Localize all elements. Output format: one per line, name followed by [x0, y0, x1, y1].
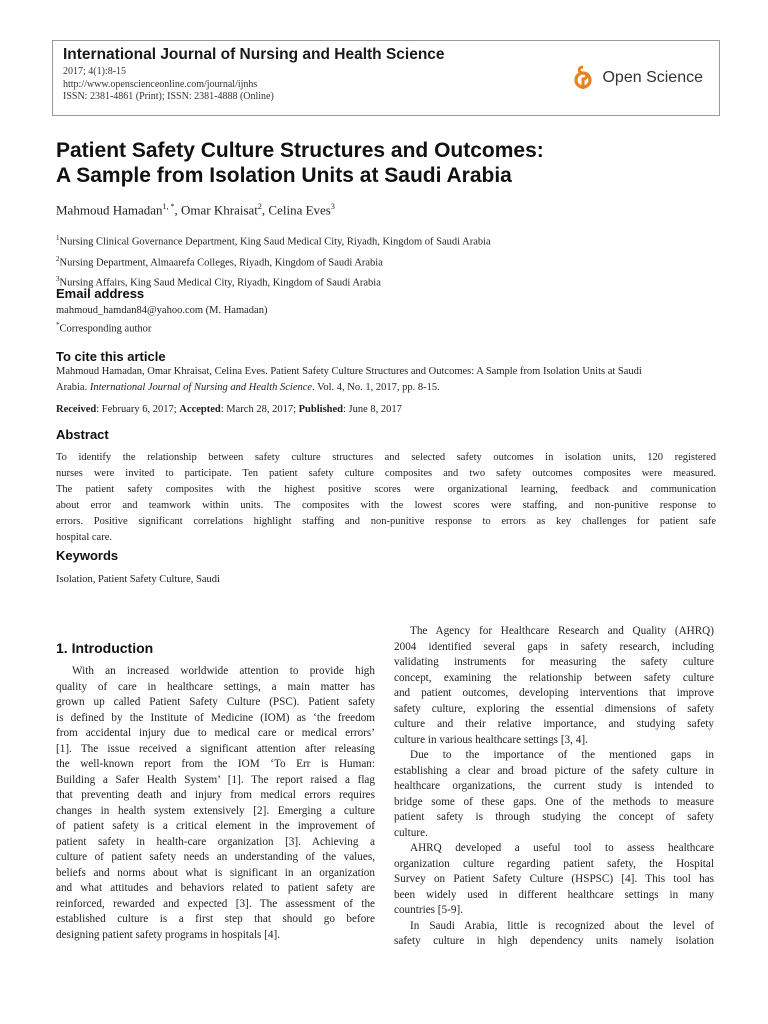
abstract-body	[56, 450, 716, 546]
journal-title: International Journal of Nursing and Health Science	[63, 46, 445, 63]
abstract-line: hospital care.	[56, 532, 112, 543]
author-name: Mahmoud Hamadan	[56, 202, 163, 218]
paragraph-line: quality of care in healthcare settings, a main matter has	[56, 680, 375, 693]
citation-line-2: Arabia. International Journal of Nursing and Health Science. Vol. 4, No. 1, 2017, pp. 8-15.	[56, 381, 440, 393]
publication-dates: Received: February 6, 2017; Accepted: March 28, 2017; Published: June 8, 2017	[56, 404, 402, 415]
paragraph-line: and what attitudes and behaviors related to patient safety are	[56, 882, 375, 894]
paragraph-line: reinforced, rewarded and expected [3]. The assessment of the	[56, 897, 375, 910]
abstract-line: The patient safety composites with the highest positive scores were organizational learning, feedback and communication	[56, 484, 716, 495]
paragraph-line: been widely used in different healthcare settings in many	[394, 888, 714, 901]
paragraph-line: culture in various healthcare settings [3, 4].	[394, 733, 588, 746]
journal-volume: 2017; 4(1):8-15	[63, 66, 127, 77]
keywords-heading: Keywords	[56, 548, 119, 563]
publisher-logo-block	[570, 65, 703, 91]
author-name: Omar Khraisat	[181, 202, 258, 218]
paragraph-line: [1]. The issue received a significant attention after releasing	[56, 742, 375, 755]
paragraph-line: concept, examining the relationship between safety culture	[394, 671, 714, 684]
paper-title	[56, 138, 716, 188]
author-separator: ,	[174, 202, 182, 218]
abstract-line: nurses were invited to participate. Ten patient safety culture composites and two safety outcomes composites were measured.	[56, 468, 716, 479]
corresponding-author-note: *Corresponding author	[56, 321, 152, 335]
abstract-line: errors. Positive significant correlations highlight staffing and non-punitive response to errors as key challenges for patient safe	[56, 516, 716, 527]
paragraph-line: beliefs and norms about what is significant in an organization	[56, 866, 375, 879]
paragraph-line: safety culture, exploring the essential dimensions of safety	[394, 702, 714, 715]
author-affiliation-marker: 1, *	[162, 202, 175, 211]
paragraph-line: designing patient safety programs in hospitals [4].	[56, 928, 281, 941]
paragraph-line: The Agency for Healthcare Research and Quality (AHRQ)	[410, 625, 714, 637]
paragraph-line: of patient safety is a critical element in the improvement of	[56, 820, 375, 832]
paragraph-line: 2004 identified several gaps in safety research, including	[394, 640, 714, 653]
paragraph-line: culture and their relative importance, and studying safety	[394, 718, 714, 730]
abstract-heading: Abstract	[56, 427, 109, 442]
author-affiliation-marker: 2	[257, 202, 262, 211]
paragraph-line: culture of patient safety needs an understanding of the values,	[56, 851, 375, 863]
author-name: Celina Eves	[268, 202, 331, 218]
paragraph-line: and patient outcomes, developing interventions that improve	[394, 687, 714, 699]
paragraph-line: established culture is a first step that should go before	[56, 913, 375, 925]
paragraph-line: from accidental injury due to medical care or medical errors’	[56, 727, 375, 739]
affiliation-list	[56, 230, 491, 292]
abstract-line: To identify the relationship between safety culture structures and selected safety outcomes in isolation units, 120 registered	[56, 452, 716, 463]
publisher-name: Open Science	[602, 69, 703, 86]
paragraph-line: countries [5-9].	[394, 904, 463, 916]
cite-heading: To cite this article	[56, 349, 166, 364]
affiliation-item: $^2$Nursing Department, Almaarefa Colleges, Riyadh, Kingdom of Saudi Arabia	[56, 254, 383, 268]
paragraph-line: establishing a clear and broad picture of the safety culture in	[394, 764, 714, 777]
paragraph-line: is defined by the Institute of Medicine (IOM) as ‘the freedom	[56, 711, 375, 724]
author-separator: ,	[261, 202, 269, 218]
author-list	[56, 202, 335, 218]
paragraph-line: healthcare organizations, the current study is intended to	[394, 780, 714, 792]
affiliation-item: $^3$Nursing Affairs, King Saud Medical City, Riyadh, Kingdom of Saudi Arabia	[56, 275, 381, 289]
paragraph-line: Survey on Patient Safety Culture (HSPSC) [4]. This tool has	[394, 873, 714, 885]
paragraph-line: validating instruments for measuring the safety culture	[394, 656, 714, 668]
citation-journal: International Journal of Nursing and Health Science	[89, 381, 313, 393]
open-science-logo-icon	[570, 65, 596, 91]
keywords-list: Isolation, Patient Safety Culture, Saudi	[56, 574, 220, 585]
paper-title-line-2: A Sample from Isolation Units at Saudi Arabia	[56, 164, 512, 187]
body-column-right	[394, 624, 714, 950]
email-heading: Email address	[56, 286, 145, 301]
paragraph-line: grown up called Patient Safety Culture (PSC). Patient safety	[56, 696, 375, 708]
paragraph-line: AHRQ developed a useful tool to assess healthcare	[410, 842, 714, 854]
paragraph-line: Due to the importance of the mentioned gaps in	[410, 749, 714, 761]
journal-meta	[63, 66, 274, 104]
introduction-heading: 1. Introduction	[56, 640, 154, 656]
paragraph-line: culture.	[394, 826, 428, 839]
journal-url[interactable]: http://www.openscienceonline.com/journal/ijnhs	[63, 78, 258, 90]
paragraph-line: patient safety is through studying the concept of safety	[394, 811, 714, 823]
paragraph-line: In Saudi Arabia, little is recognized about the level of	[410, 919, 714, 932]
paragraph-line: organization culture regarding patient safety, the Hospital	[394, 857, 714, 870]
paragraph-line: bridge some of these gaps. One of the methods to measure	[394, 795, 714, 808]
paper-title-line-1: Patient Safety Culture Structures and Outcomes:	[56, 139, 544, 162]
paragraph-line: safety culture in high dependency units namely isolation	[394, 935, 714, 947]
body-column-left	[56, 664, 375, 943]
journal-issn: ISSN: 2381-4861 (Print); ISSN: 2381-4888 (Online)	[63, 91, 274, 102]
email-address[interactable]: mahmoud_hamdan84@yahoo.com (M. Hamadan)	[56, 305, 268, 316]
paragraph-line: patient safety in health-care organization [3]. Achieving a	[56, 835, 375, 848]
journal-header	[52, 40, 720, 116]
citation-text	[56, 364, 716, 395]
paragraph-line: Building a Safer Health System’ [1]. The report raised a flag	[56, 773, 375, 786]
affiliation-item: $^1$Nursing Clinical Governance Department, King Saud Medical City, Riyadh, Kingdom of Saudi Arabia	[56, 234, 491, 248]
abstract-line: about error and teamwork within units. The composites with the lowest scores were staffing, and non-punitive response to	[56, 500, 716, 511]
paragraph-line: changes in health system extensively [2]. Emerging a culture	[56, 804, 375, 817]
citation-line-1: Mahmoud Hamadan, Omar Khraisat, Celina Eves. Patient Safety Culture Structures and Outcomes: A Sample from Isolation Units at Saudi	[56, 366, 642, 377]
paragraph-line: that preventing death and injury from medical errors requires	[56, 789, 375, 801]
paragraph-line: the well-known report from the IOM ‘To Err is Human:	[56, 758, 375, 770]
author-affiliation-marker: 3	[330, 202, 335, 211]
paragraph-line: With an increased worldwide attention to provide high	[72, 665, 375, 677]
